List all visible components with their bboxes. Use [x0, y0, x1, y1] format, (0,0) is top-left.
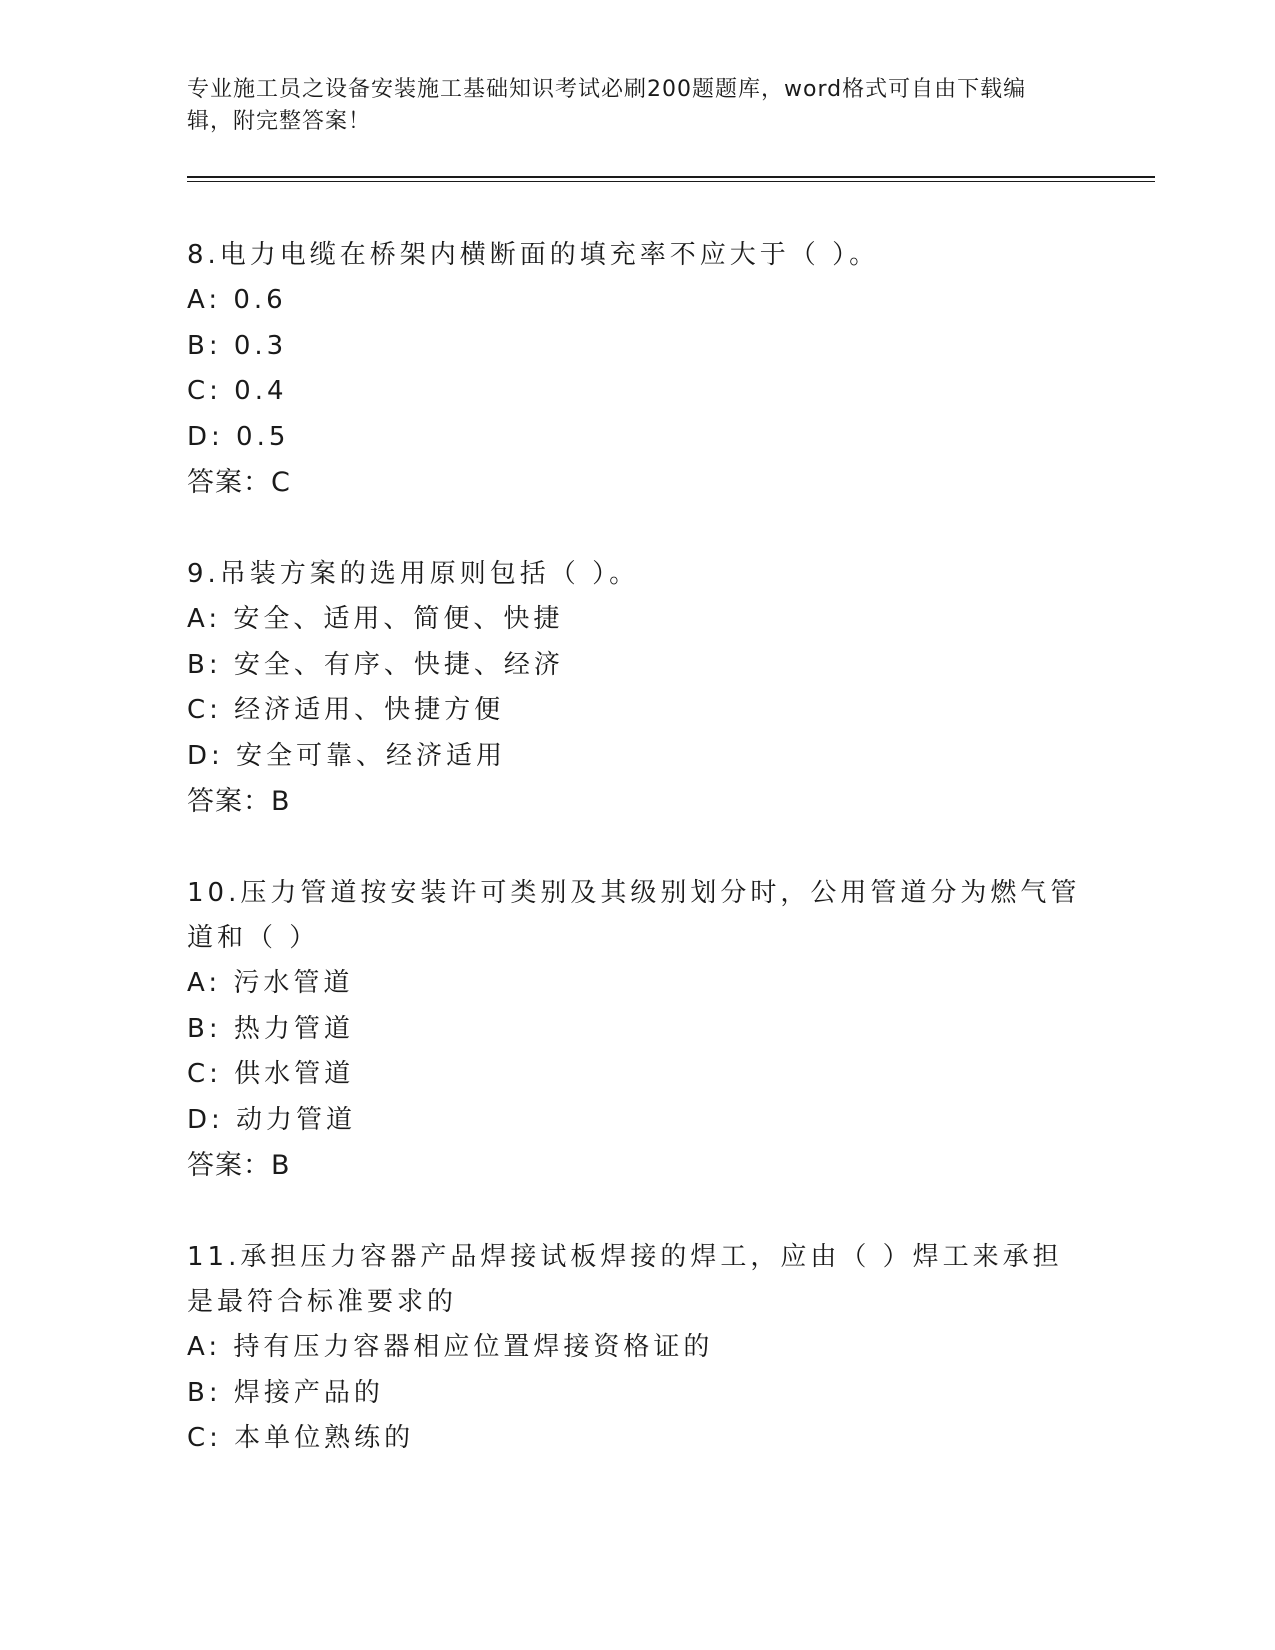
option-b: B: 0.3 — [187, 330, 288, 361]
question-10 — [187, 871, 1087, 1188]
header-divider-top — [187, 176, 1155, 178]
option-b: B: 焊接产品的 — [187, 1377, 384, 1408]
option-a: A: 污水管道 — [187, 968, 354, 998]
answer: 答案：B — [187, 1150, 291, 1181]
option-c: C: 本单位熟练的 — [187, 1423, 415, 1453]
option-a: A: 持有压力容器相应位置焊接资格证的 — [187, 1332, 714, 1362]
question-title: 11.承担压力容器产品焊接试板焊接的焊工，应由（ ）焊工来承担是最符合标准要求的 — [187, 1242, 1063, 1317]
answer: 答案：C — [187, 467, 291, 498]
option-b: B: 安全、有序、快捷、经济 — [187, 649, 564, 680]
option-a: A: 安全、适用、简便、快捷 — [187, 604, 564, 634]
option-d: D: 动力管道 — [187, 1104, 357, 1135]
question-11 — [187, 1235, 1087, 1462]
header-divider-bottom — [187, 181, 1155, 182]
question-title: 8.电力电缆在桥架内横断面的填充率不应大于（ ）。 — [187, 240, 880, 270]
question-9 — [187, 552, 1087, 824]
option-a: A: 0.6 — [187, 285, 287, 315]
question-title: 10.压力管道按安装许可类别及其级别划分时，公用管道分为燃气管道和（ ） — [187, 878, 1081, 953]
question-title: 9.吊装方案的选用原则包括（ ）。 — [187, 559, 640, 589]
option-d: D: 0.5 — [187, 421, 290, 452]
option-c: C: 经济适用、快捷方便 — [187, 695, 505, 725]
answer: 答案：B — [187, 786, 291, 817]
option-b: B: 热力管道 — [187, 1013, 354, 1044]
option-c: C: 0.4 — [187, 376, 288, 406]
option-d: D: 安全可靠、经济适用 — [187, 740, 507, 771]
document-header: 专业施工员之设备安装施工基础知识考试必刷200题题库，word格式可自由下载编辑，附完整答案！ — [187, 77, 1027, 134]
option-c: C: 供水管道 — [187, 1059, 355, 1089]
question-8 — [187, 233, 1087, 505]
